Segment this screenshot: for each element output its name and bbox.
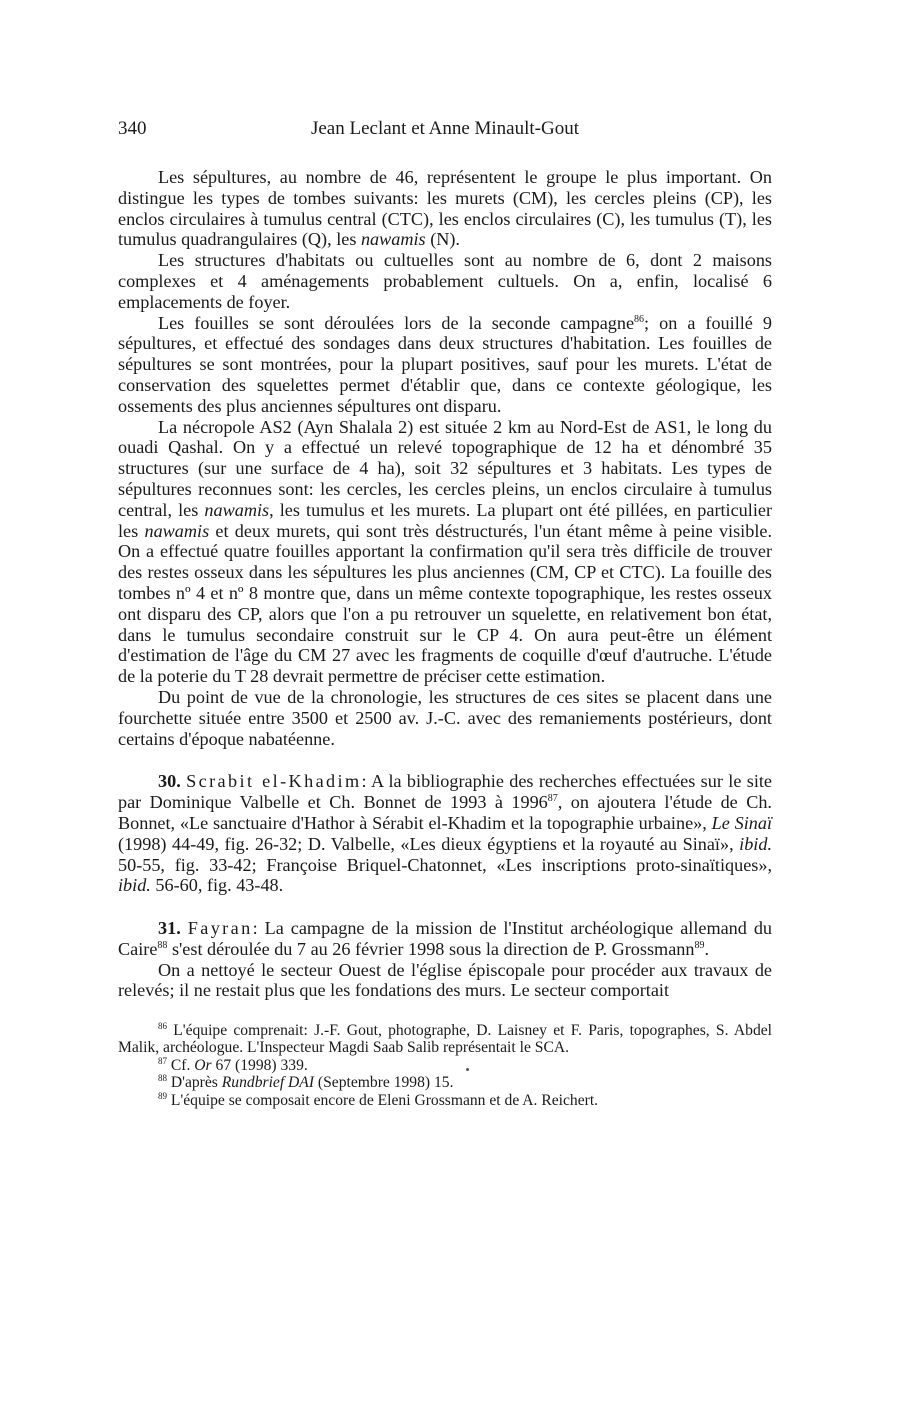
paragraph: Les structures d'habitats ou cultuelles sont au nombre de 6, dont 2 maisons complexes et 4 aménagements probablement cultuels. On a, enfin, localisé 6 emplacements de foyer. [118, 250, 772, 312]
paragraph: Les sépultures, au nombre de 46, représentent le groupe le plus important. On distingue les types de tombes suivants: les murets (CM), les cercles pleins (CP), les enclos circulaires à tumulus central (CTC), les enclos circulaires (C), les tumulus (T), les tumulus quadrangulaires (Q), les nawamis (N). [118, 167, 772, 250]
section-number: 30. [158, 771, 181, 792]
section-31: 31. Fayran: La campagne de la mission de l'Institut archéologique allemand du Caire$^{88}$ s'est déroulée du 7 au 26 février 1998 sous la direction de P. Grossmann$^{89}$. [118, 918, 773, 959]
footnote-ref[interactable]: 89 [694, 939, 705, 951]
section-number: 31. [158, 918, 181, 939]
footnote-ref[interactable]: 87 [547, 793, 558, 805]
footnote-88: $^{88}$ D'après Rundbrief DAI (Septembre 1998) 15. [158, 1073, 454, 1092]
paragraph: Les fouilles se sont déroulées lors de la seconde campagne$^{86}$; on a fouillé 9 sépultures, et effectué des sondages dans deux structures d'habitation. Les fouilles de sépultures se sont montrées, pour la plupart positives, sauf pour les murets. L'état de conservation des squelettes permet d'établir que, dans ce contexte géologique, les ossements des plus anciennes sépultures ont disparu. [118, 312, 772, 416]
page-header [118, 118, 772, 144]
footnotes [118, 1022, 772, 1109]
paragraph: On a nettoyé le secteur Ouest de l'église épiscopale pour procéder aux travaux de relevés; il ne restait plus que les fondations des murs. Le secteur comportait [118, 959, 772, 1001]
paragraph: La nécropole AS2 (Ayn Shalala 2) est située 2 km au Nord-Est de AS1, le long du ouadi Qashal. On y a effectué un relevé topographique de 12 ha et dénombré 35 structures (sur une surface de 4 ha), soit 32 sépultures et 3 habitats. Les types de sépultures reconnues sont: les cercles, les cercles pleins, un enclos circulaire à tumulus central, les nawamis, les tumulus et les murets. La plupart ont été pillées, en particulier les nawamis et deux murets, qui sont très déstructurés, l'un étant même à peine visible. On a effectué quatre fouilles apportant la confirmation qu'il sera très difficile de trouver des restes osseux dans les sépultures les plus anciennes (CM, CP et CTC). La fouille des tombes nº 4 et nº 8 montre que, dans un même contexte topographique, les restes osseux ont disparu des CP, alors que l'on a pu retrouver un squelette, en relativement bon état, dans le tumulus secondaire construit sur le CP 4. On aura peut-être un élément d'estimation de l'âge du CM 27 avec les fragments de coquille d'œuf d'autruche. L'étude de la poterie du T 28 devrait permettre de préciser cette estimation. [118, 416, 773, 687]
section-title: Scrabit el-Khadim [186, 771, 362, 792]
footnote-87: $^{87}$ Cf. Or 67 (1998) 339. [158, 1055, 308, 1074]
footnote-ref[interactable]: 88 [157, 939, 168, 951]
page-number: 340 [118, 118, 147, 139]
footnote-ref[interactable]: 86 [634, 313, 645, 325]
paragraph: Du point de vue de la chronologie, les structures de ces sites se placent dans une fourchette située entre 3500 et 2500 av. J.-C. avec des remaniements postérieurs, dont certains d'époque nabatéenne. [118, 686, 772, 749]
footnote-86: $^{86}$ L'équipe comprenait: J.-F. Gout, photographe, D. Laisney et F. Paris, topographes, S. Abdel Malik, archéologue. L'Inspecteur Magdi Saab Salib représentait le SCA. [118, 1020, 772, 1057]
main-text [118, 167, 772, 1001]
section-title: Fayran [187, 918, 253, 939]
running-head: Jean Leclant et Anne Minault-Gout [310, 118, 580, 139]
footnote-89: $^{89}$ L'équipe se composait encore de Eleni Grossmann et de A. Reichert. [158, 1090, 599, 1109]
section-30: 30. Scrabit el-Khadim: A la bibliographie des recherches effectuées sur le site par Dominique Valbelle et Ch. Bonnet de 1993 à 1996$^{87}$, on ajoutera l'étude de Ch. Bonnet, «Le sanctuaire d'Hathor à Sérabit el-Khadim et la topographie urbaine», Le Sinaï (1998) 44-49, fig. 26-32; D. Valbelle, «Les dieux égyptiens et la royauté au Sinaï», ibid. 50-55, fig. 33-42; Françoise Briquel-Chatonnet, «Les inscriptions proto-sinaïtiques», ibid. 56-60, fig. 43-48. [118, 771, 773, 896]
